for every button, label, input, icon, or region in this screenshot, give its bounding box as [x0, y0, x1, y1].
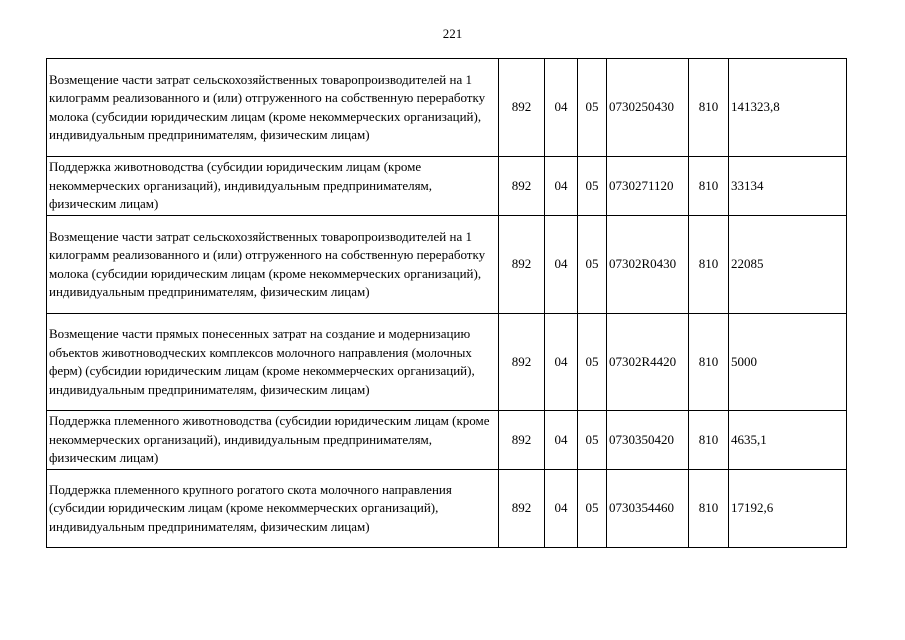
- section-code: 04: [545, 216, 578, 314]
- row-description: Поддержка племенного крупного рогатого скота молочного направления (субсидии юридическим лицам (кроме некоммерческих организаций), индивидуальным предпринимателям, физическим лицам): [47, 470, 499, 548]
- subsection-code: 05: [578, 216, 607, 314]
- section-code: 04: [545, 470, 578, 548]
- target-article-code: 0730271120: [607, 157, 689, 216]
- ministry-code: 892: [499, 411, 545, 470]
- ministry-code: 892: [499, 216, 545, 314]
- row-description: Поддержка животноводства (субсидии юридическим лицам (кроме некоммерческих организаций), индивидуальным предпринимателям, физическим лицам): [47, 157, 499, 216]
- target-article-code: 0730354460: [607, 470, 689, 548]
- target-article-code: 0730250430: [607, 59, 689, 157]
- ministry-code: 892: [499, 157, 545, 216]
- budget-table: [46, 58, 847, 548]
- table-row: [47, 411, 847, 470]
- row-description: Возмещение части прямых понесенных затрат на создание и модернизацию объектов животноводческих комплексов молочного направления (молочных ферм) (субсидии юридическим лицам (кроме некоммерческих организаций), индивидуальным предпринимателям, физическим лицам): [47, 314, 499, 411]
- amount-value: 17192,6: [729, 470, 847, 548]
- target-article-code: 07302R0430: [607, 216, 689, 314]
- expense-type-code: 810: [689, 59, 729, 157]
- amount-value: 4635,1: [729, 411, 847, 470]
- row-description: Поддержка племенного животноводства (субсидии юридическим лицам (кроме некоммерческих организаций), индивидуальным предпринимателям, физическим лицам): [47, 411, 499, 470]
- expense-type-code: 810: [689, 314, 729, 411]
- table-row: [47, 470, 847, 548]
- expense-type-code: 810: [689, 157, 729, 216]
- subsection-code: 05: [578, 157, 607, 216]
- expense-type-code: 810: [689, 216, 729, 314]
- amount-value: 141323,8: [729, 59, 847, 157]
- expense-type-code: 810: [689, 411, 729, 470]
- subsection-code: 05: [578, 411, 607, 470]
- amount-value: 33134: [729, 157, 847, 216]
- table-row: [47, 314, 847, 411]
- subsection-code: 05: [578, 470, 607, 548]
- row-description: Возмещение части затрат сельскохозяйственных товаропроизводителей на 1 килограмм реализованного и (или) отгруженного на собственную переработку молока (субсидии юридическим лицам (кроме некоммерческих организаций), индивидуальным предпринимателям, физическим лицам): [47, 216, 499, 314]
- table-row: [47, 59, 847, 157]
- table-row: [47, 216, 847, 314]
- table-row: [47, 157, 847, 216]
- section-code: 04: [545, 59, 578, 157]
- subsection-code: 05: [578, 314, 607, 411]
- target-article-code: 0730350420: [607, 411, 689, 470]
- amount-value: 5000: [729, 314, 847, 411]
- section-code: 04: [545, 314, 578, 411]
- ministry-code: 892: [499, 59, 545, 157]
- section-code: 04: [545, 411, 578, 470]
- row-description: Возмещение части затрат сельскохозяйственных товаропроизводителей на 1 килограмм реализованного и (или) отгруженного на собственную переработку молока (субсидии юридическим лицам (кроме некоммерческих организаций), индивидуальным предпринимателям, физическим лицам): [47, 59, 499, 157]
- section-code: 04: [545, 157, 578, 216]
- ministry-code: 892: [499, 314, 545, 411]
- target-article-code: 07302R4420: [607, 314, 689, 411]
- expense-type-code: 810: [689, 470, 729, 548]
- subsection-code: 05: [578, 59, 607, 157]
- ministry-code: 892: [499, 470, 545, 548]
- page-number: 221: [442, 26, 463, 41]
- amount-value: 22085: [729, 216, 847, 314]
